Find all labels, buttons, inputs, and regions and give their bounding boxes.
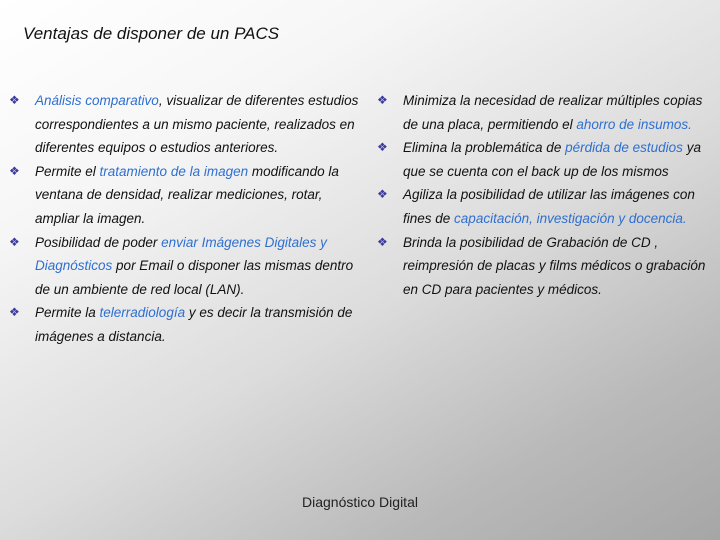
diamond-bullet-icon: ❖ — [377, 93, 388, 107]
bullet-text: , visualizar de diferentes estudios correspondientes a un mismo paciente, realizados en diferentes equipos o estudios anteriores. — [35, 93, 359, 156]
highlight-text: enviar Imágenes Digitales y Diagnósticos — [35, 234, 327, 274]
bullet-item — [377, 231, 715, 302]
bullet-item — [377, 89, 715, 136]
bullet-text: Minimiza la necesidad de realizar múltiples copias de una placa, permitiendo el — [403, 93, 703, 132]
bullet-text: Permite el — [35, 163, 100, 179]
bullet-item — [9, 301, 361, 348]
bullet-text: Brinda la posibilidad de Grabación de CD — [403, 234, 651, 250]
right-bullet-column — [377, 89, 715, 301]
bullet-text: Elimina la problemática de — [403, 140, 566, 156]
diamond-bullet-icon: ❖ — [377, 234, 388, 249]
bullet-item — [377, 136, 715, 183]
bullet-text: por Email o disponer las mismas dentro de un ambiente de red local (LAN). — [35, 258, 354, 297]
diamond-bullet-icon: ❖ — [377, 187, 388, 202]
highlight-text: tratamiento de la imagen — [99, 163, 249, 179]
bullet-text: Permite la — [35, 305, 100, 321]
diamond-bullet-icon: ❖ — [9, 305, 20, 320]
bullet-item — [9, 231, 361, 302]
diamond-bullet-icon: ❖ — [377, 140, 388, 155]
bullet-text: Agiliza la posibilidad de utilizar las imágenes con fines de — [403, 187, 695, 226]
highlight-text: Análisis comparativo — [35, 93, 159, 108]
diamond-bullet-icon: ❖ — [9, 234, 20, 249]
bullet-text: y es decir la transmisión de imágenes a distancia. — [35, 305, 353, 344]
bullet-item — [9, 160, 361, 231]
diamond-bullet-icon: ❖ — [9, 163, 20, 178]
bullet-text: modificando la ventana de densidad, realizar mediciones, rotar, ampliar la imagen. — [35, 163, 339, 226]
bullet-item — [377, 183, 715, 230]
bullet-text: ya que se cuenta con el back up de los mismos — [403, 140, 701, 179]
highlight-text: telerradiología — [99, 305, 186, 321]
highlight-text: ahorro de insumos. — [576, 116, 692, 132]
slide-footer: Diagnóstico Digital — [302, 494, 418, 510]
highlight-text: capacitación, investigación y docencia. — [454, 210, 687, 226]
highlight-text: pérdida de estudios — [565, 140, 683, 156]
slide-title: Ventajas de disponer de un PACS — [23, 24, 280, 43]
bullet-text: , reimpresión de placas y films médicos o grabación en CD para pacientes y médicos. — [403, 234, 706, 297]
bullet-text: Posibilidad de poder — [35, 234, 162, 250]
bullet-item — [9, 89, 361, 160]
diamond-bullet-icon: ❖ — [9, 93, 20, 107]
left-bullet-column — [9, 89, 361, 349]
